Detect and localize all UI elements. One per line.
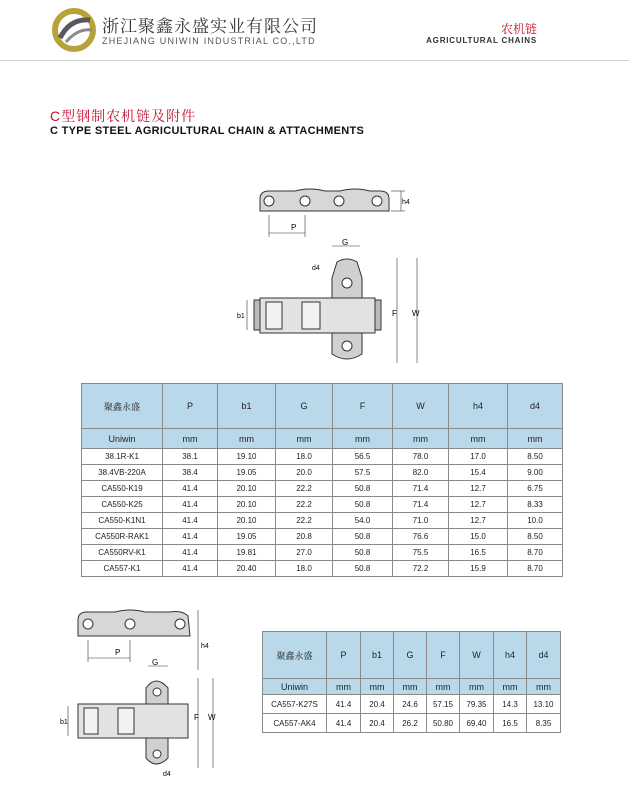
category-title-en: AGRICULTURAL CHAINS (426, 36, 537, 45)
dim-label-d4: d4 (312, 265, 320, 272)
value-cell: 22.2 (276, 513, 333, 529)
value-cell: 20.8 (276, 529, 333, 545)
value-cell: 57.15 (427, 695, 460, 714)
chain-attachment-view-diagram-2 (58, 658, 228, 783)
category-title-cn: 农机链 (500, 22, 537, 36)
value-cell: 20.4 (361, 695, 394, 714)
table-row (82, 561, 563, 577)
dim-label-p-2: P (115, 648, 121, 657)
value-cell: 50.8 (333, 529, 393, 545)
value-cell: 71.4 (393, 481, 449, 497)
unit-cell: mm (449, 429, 508, 449)
table-row (82, 465, 563, 481)
value-cell: 56.5 (333, 449, 393, 465)
value-cell: 26.2 (394, 714, 427, 733)
value-cell: 8.50 (508, 449, 563, 465)
value-cell: 69.40 (460, 714, 494, 733)
value-cell: 57.5 (333, 465, 393, 481)
value-cell: 20.10 (218, 497, 276, 513)
dim-label-w: W (412, 309, 420, 318)
model-cell: CA557-K1 (82, 561, 163, 577)
table-row (263, 695, 561, 714)
value-cell: 6.75 (508, 481, 563, 497)
table-row (82, 545, 563, 561)
table-header-row (82, 384, 563, 429)
table-row (82, 481, 563, 497)
value-cell: 15.4 (449, 465, 508, 481)
model-cell: CA550-K25 (82, 497, 163, 513)
chain-attachment-view-diagram (232, 238, 432, 373)
spec-table-secondary (262, 631, 561, 733)
header-col-d4: d4 (508, 384, 563, 429)
value-cell: 12.7 (449, 497, 508, 513)
unit-cell: mm (494, 679, 527, 695)
value-cell: 50.8 (333, 561, 393, 577)
dim-label-h4: h4 (402, 199, 410, 206)
value-cell: 8.70 (508, 545, 563, 561)
header-col-b1: b1 (218, 384, 276, 429)
header-brand-cn: 聚鑫永盛 (82, 384, 163, 429)
model-cell: CA550-K19 (82, 481, 163, 497)
value-cell: 15.0 (449, 529, 508, 545)
header-col-f: F (333, 384, 393, 429)
value-cell: 9.00 (508, 465, 563, 481)
value-cell: 17.0 (449, 449, 508, 465)
section-title-cn: C型钢制农机链及附件 (50, 108, 197, 124)
table-row (82, 513, 563, 529)
value-cell: 19.81 (218, 545, 276, 561)
value-cell: 71.0 (393, 513, 449, 529)
header-col-f: F (427, 632, 460, 679)
value-cell: 50.8 (333, 497, 393, 513)
header-col-p: P (327, 632, 361, 679)
header-brand-cn: 聚鑫永盛 (263, 632, 327, 679)
value-cell: 38.1 (163, 449, 218, 465)
value-cell: 8.35 (527, 714, 561, 733)
value-cell: 41.4 (163, 561, 218, 577)
header-col-b1: b1 (361, 632, 394, 679)
unit-cell: mm (427, 679, 460, 695)
dim-label-b1-2: b1 (60, 719, 68, 726)
table-unit-row (82, 429, 563, 449)
spec-table-main (81, 383, 563, 577)
value-cell: 54.0 (333, 513, 393, 529)
header-col-w: W (460, 632, 494, 679)
unit-cell: mm (393, 429, 449, 449)
value-cell: 38.4 (163, 465, 218, 481)
company-logo-icon (52, 8, 96, 52)
value-cell: 10.0 (508, 513, 563, 529)
value-cell: 72.2 (393, 561, 449, 577)
dim-label-h4-2: h4 (201, 643, 209, 650)
value-cell: 19.10 (218, 449, 276, 465)
value-cell: 19.05 (218, 529, 276, 545)
section-title-en: C TYPE STEEL AGRICULTURAL CHAIN & ATTACHMENTS (50, 125, 365, 137)
model-cell: CA557-K27S (263, 695, 327, 714)
unit-cell: mm (327, 679, 361, 695)
table-unit-row (263, 679, 561, 695)
value-cell: 16.5 (494, 714, 527, 733)
unit-cell: mm (163, 429, 218, 449)
value-cell: 20.0 (276, 465, 333, 481)
value-cell: 41.4 (327, 695, 361, 714)
value-cell: 20.10 (218, 481, 276, 497)
value-cell: 8.50 (508, 529, 563, 545)
value-cell: 75.5 (393, 545, 449, 561)
value-cell: 50.80 (427, 714, 460, 733)
chain-side-view-diagram (255, 185, 415, 245)
header-brand-en: Uniwin (82, 429, 163, 449)
value-cell: 50.8 (333, 545, 393, 561)
company-name-en: ZHEJIANG UNIWIN INDUSTRIAL CO.,LTD (102, 36, 316, 46)
model-cell: CA557-AK4 (263, 714, 327, 733)
value-cell: 41.4 (163, 481, 218, 497)
dim-label-f-2: F (194, 713, 199, 722)
value-cell: 8.70 (508, 561, 563, 577)
model-cell: CA550RV-K1 (82, 545, 163, 561)
value-cell: 27.0 (276, 545, 333, 561)
value-cell: 20.40 (218, 561, 276, 577)
header-col-w: W (393, 384, 449, 429)
value-cell: 41.4 (163, 497, 218, 513)
table-row (263, 714, 561, 733)
value-cell: 78.0 (393, 449, 449, 465)
header-brand-en: Uniwin (263, 679, 327, 695)
header-col-h4: h4 (494, 632, 527, 679)
unit-cell: mm (276, 429, 333, 449)
unit-cell: mm (460, 679, 494, 695)
value-cell: 20.4 (361, 714, 394, 733)
company-name-cn: 浙江聚鑫永盛实业有限公司 (102, 17, 318, 36)
model-cell: 38.1R-K1 (82, 449, 163, 465)
value-cell: 76.6 (393, 529, 449, 545)
value-cell: 50.8 (333, 481, 393, 497)
value-cell: 79.35 (460, 695, 494, 714)
value-cell: 19.05 (218, 465, 276, 481)
unit-cell: mm (361, 679, 394, 695)
header-col-g: G (276, 384, 333, 429)
header-col-p: P (163, 384, 218, 429)
value-cell: 16.5 (449, 545, 508, 561)
table-row (82, 497, 563, 513)
value-cell: 13.10 (527, 695, 561, 714)
unit-cell: mm (333, 429, 393, 449)
header-col-d4: d4 (527, 632, 561, 679)
value-cell: 12.7 (449, 513, 508, 529)
value-cell: 71.4 (393, 497, 449, 513)
dim-label-g: G (342, 238, 349, 247)
value-cell: 14.3 (494, 695, 527, 714)
unit-cell: mm (527, 679, 561, 695)
dim-label-d4-2: d4 (163, 771, 171, 778)
value-cell: 8.33 (508, 497, 563, 513)
unit-cell: mm (394, 679, 427, 695)
dim-label-g-2: G (152, 658, 159, 667)
model-cell: 38.4VB-220A (82, 465, 163, 481)
dim-label-f: F (392, 309, 397, 318)
model-cell: CA550R-RAK1 (82, 529, 163, 545)
header-divider (0, 60, 629, 61)
dim-label-b1: b1 (237, 313, 245, 320)
table-header-row (263, 632, 561, 679)
header-col-h4: h4 (449, 384, 508, 429)
dim-label-p: P (291, 223, 297, 232)
header-col-g: G (394, 632, 427, 679)
table-row (82, 529, 563, 545)
value-cell: 18.0 (276, 561, 333, 577)
model-cell: CA550-K1N1 (82, 513, 163, 529)
value-cell: 82.0 (393, 465, 449, 481)
unit-cell: mm (508, 429, 563, 449)
value-cell: 22.2 (276, 497, 333, 513)
value-cell: 41.4 (163, 529, 218, 545)
value-cell: 41.4 (163, 513, 218, 529)
value-cell: 41.4 (163, 545, 218, 561)
table-row (82, 449, 563, 465)
value-cell: 15.9 (449, 561, 508, 577)
unit-cell: mm (218, 429, 276, 449)
value-cell: 20.10 (218, 513, 276, 529)
value-cell: 22.2 (276, 481, 333, 497)
value-cell: 41.4 (327, 714, 361, 733)
value-cell: 18.0 (276, 449, 333, 465)
value-cell: 12.7 (449, 481, 508, 497)
value-cell: 24.6 (394, 695, 427, 714)
dim-label-w-2: W (208, 713, 216, 722)
